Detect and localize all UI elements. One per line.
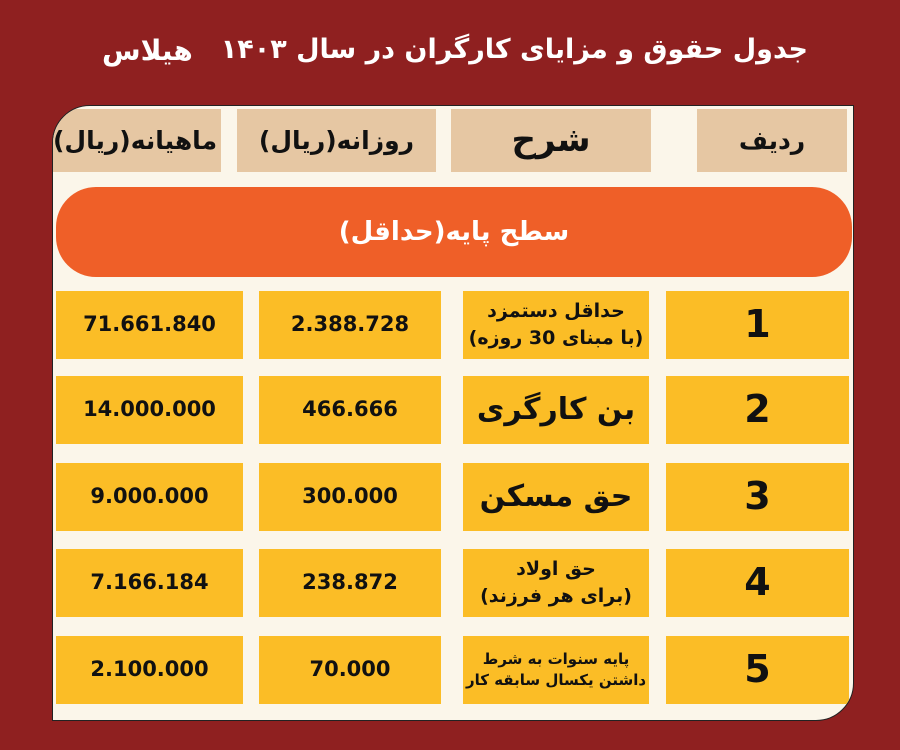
- column-header-description: شرح: [451, 109, 651, 172]
- row-description: [463, 463, 649, 531]
- page-title: جدول حقوق و مزایای کارگران در سال ۱۴۰۳: [220, 34, 808, 65]
- row-description-line2: (برای هر فرزند): [480, 585, 632, 607]
- row-monthly: 9.000.000: [56, 463, 243, 531]
- row-description-line2: (با مبنای 30 روزه): [468, 327, 644, 349]
- row-monthly: 7.166.184: [56, 549, 243, 617]
- row-description: [463, 376, 649, 444]
- row-daily: 300.000: [259, 463, 441, 531]
- row-index: 5: [666, 636, 849, 704]
- row-daily: 238.872: [259, 549, 441, 617]
- row-description-line2: داشتن یکسال سابقه کار: [465, 671, 647, 689]
- row-index: 4: [666, 549, 849, 617]
- logo: هیلاس: [102, 34, 193, 67]
- salary-table: [52, 105, 854, 721]
- row-description-line1: بن کارگری: [476, 392, 636, 427]
- section-header: سطح پایه(حداقل): [56, 187, 852, 277]
- row-description: [463, 291, 649, 359]
- row-monthly: 2.100.000: [56, 636, 243, 704]
- row-description-line1: پایه سنوات به شرط: [482, 650, 630, 668]
- column-header-monthly-label: ماهیانه(ریال): [53, 126, 218, 155]
- row-description-line1: حداقل دستمزد: [487, 300, 625, 323]
- row-description: [463, 549, 649, 617]
- column-header-monthly: [53, 109, 221, 172]
- column-header-index: ردیف: [697, 109, 847, 172]
- row-description-line1: حق مسکن: [479, 479, 633, 514]
- column-header-daily: روزانه(ریال): [237, 109, 436, 172]
- row-description: [463, 636, 649, 704]
- row-monthly: 14.000.000: [56, 376, 243, 444]
- row-daily: 2.388.728: [259, 291, 441, 359]
- row-index: 3: [666, 463, 849, 531]
- row-index: 2: [666, 376, 849, 444]
- row-daily: 466.666: [259, 376, 441, 444]
- row-monthly: 71.661.840: [56, 291, 243, 359]
- row-daily: 70.000: [259, 636, 441, 704]
- row-description-line1: حق اولاد: [516, 558, 596, 581]
- row-index: 1: [666, 291, 849, 359]
